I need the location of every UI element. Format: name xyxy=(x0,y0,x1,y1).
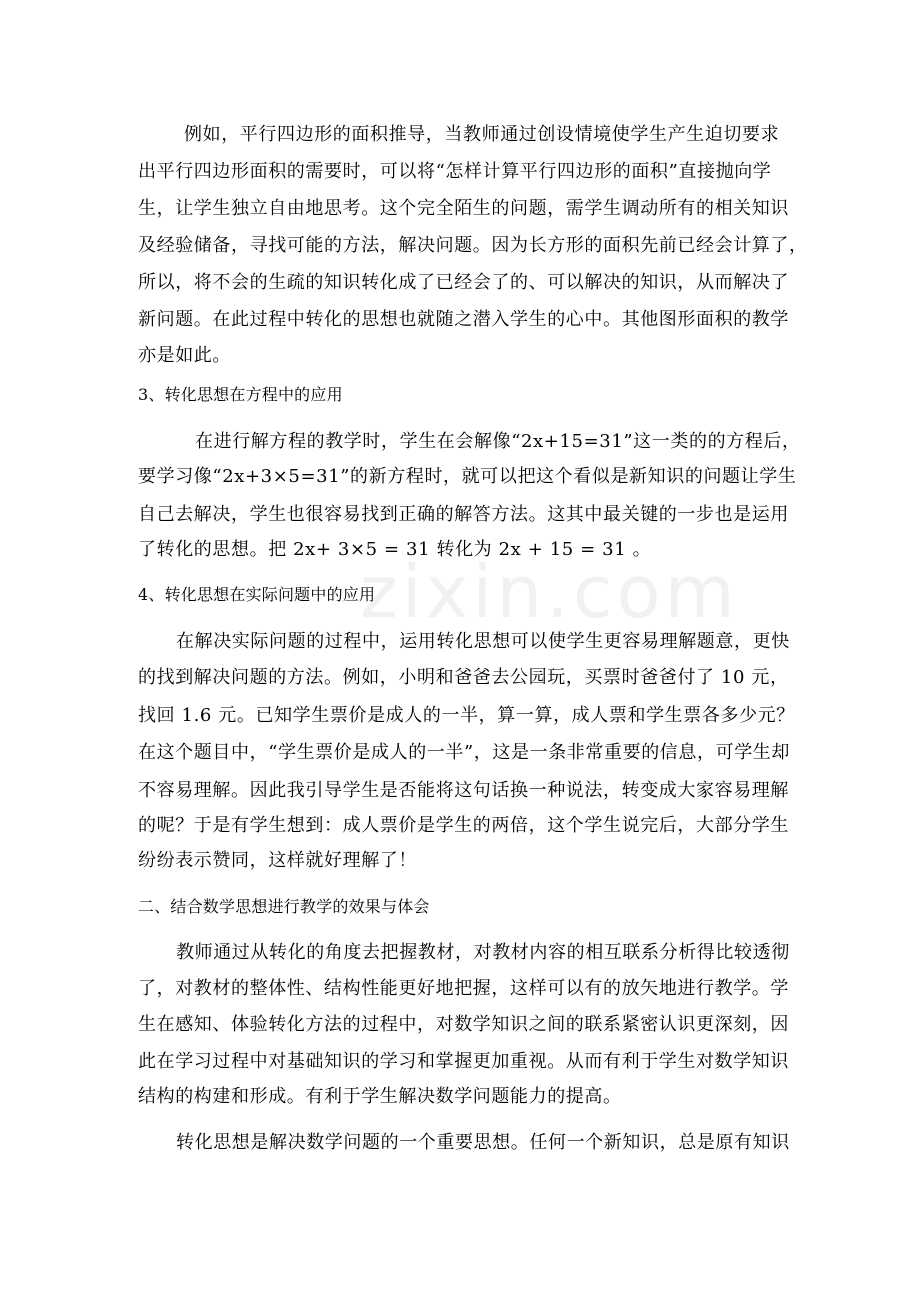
section-heading: 二、结合数学思想进行教学的效果与体会 xyxy=(138,897,430,916)
paragraph-line: 在解决实际问题的过程中，运用转化思想可以使学生更容易理解题意，更快 xyxy=(176,631,790,652)
paragraph-line: 出平行四边形面积的需要时，可以将“怎样计算平行四边形的面积”直接抛向学 xyxy=(138,161,772,182)
paragraph-line: 要学习像“2x+3×5=31”的新方程时，就可以把这个看似是新知识的问题让学生 xyxy=(138,466,797,487)
paragraph-line: 找回 1.6 元。已知学生票价是成人的一半，算一算，成人票和学生票各多少元？ xyxy=(138,705,795,726)
paragraph-line: 所以，将不会的生疏的知识转化成了已经会了的、可以解决的知识，从而解决了 xyxy=(138,272,789,293)
paragraph-line: 不容易理解。因此我引导学生是否能将这句话换一种说法，转变成大家容易理解 xyxy=(138,780,789,801)
watermark: zixin.com xyxy=(360,550,739,634)
paragraph-line: 在这个题目中，“学生票价是成人的一半”，这是一条非常重要的信息，可学生却 xyxy=(138,742,791,763)
paragraph-line: 及经验储备，寻找可能的方法，解决问题。因为长方形的面积先前已经会计算了， xyxy=(138,235,808,256)
paragraph-line: 此在学习过程中对基础知识的学习和掌握更加重视。从而有利于学生对数学知识 xyxy=(138,1051,789,1072)
paragraph-line: 教师通过从转化的角度去把握教材，对教材内容的相互联系分析得比较透彻 xyxy=(176,942,790,963)
paragraph-line: 生在感知、体验转化方法的过程中，对数学知识之间的联系紧密认识更深刻，因 xyxy=(138,1014,789,1035)
paragraph-line: 结构的构建和形成。有利于学生解决数学问题能力的提高。 xyxy=(138,1086,622,1107)
paragraph-line: 例如，平行四边形的面积推导，当教师通过创设情境使学生产生迫切要求 xyxy=(184,124,780,145)
paragraph-line: 在进行解方程的教学时，学生在会解像“2x+15=31”这一类的的方程后， xyxy=(195,431,801,452)
section-heading: 4、转化思想在实际问题中的应用 xyxy=(138,585,376,604)
paragraph-line: 纷纷表示赞同，这样就好理解了！ xyxy=(138,850,417,871)
paragraph-line: 生，让学生独立自由地思考。这个完全陌生的问题，需学生调动所有的相关知识 xyxy=(138,198,789,219)
paragraph-line: 的呢？于是有学生想到：成人票价是学生的两倍，这个学生说完后，大部分学生 xyxy=(138,815,789,836)
section-heading: 3、转化思想在方程中的应用 xyxy=(138,385,343,404)
paragraph-line: 的找到解决问题的方法。例如，小明和爸爸去公园玩，买票时爸爸付了 10 元， xyxy=(138,667,789,688)
paragraph-line: 了转化的思想。把 2x+ 3×5 = 31 转化为 2x + 15 = 31 。 xyxy=(138,539,652,560)
paragraph-line: 转化思想是解决数学问题的一个重要思想。任何一个新知识，总是原有知识 xyxy=(176,1132,790,1153)
paragraph-line: 新问题。在此过程中转化的思想也就随之潜入学生的心中。其他图形面积的教学 xyxy=(138,309,789,330)
paragraph-line: 了，对教材的整体性、结构性能更好地把握，这样可以有的放矢地进行教学。学 xyxy=(138,978,789,999)
paragraph-line: 亦是如此。 xyxy=(138,345,231,366)
paragraph-line: 自己去解决，学生也很容易找到正确的解答方法。这其中最关键的一步也是运用 xyxy=(138,504,789,525)
